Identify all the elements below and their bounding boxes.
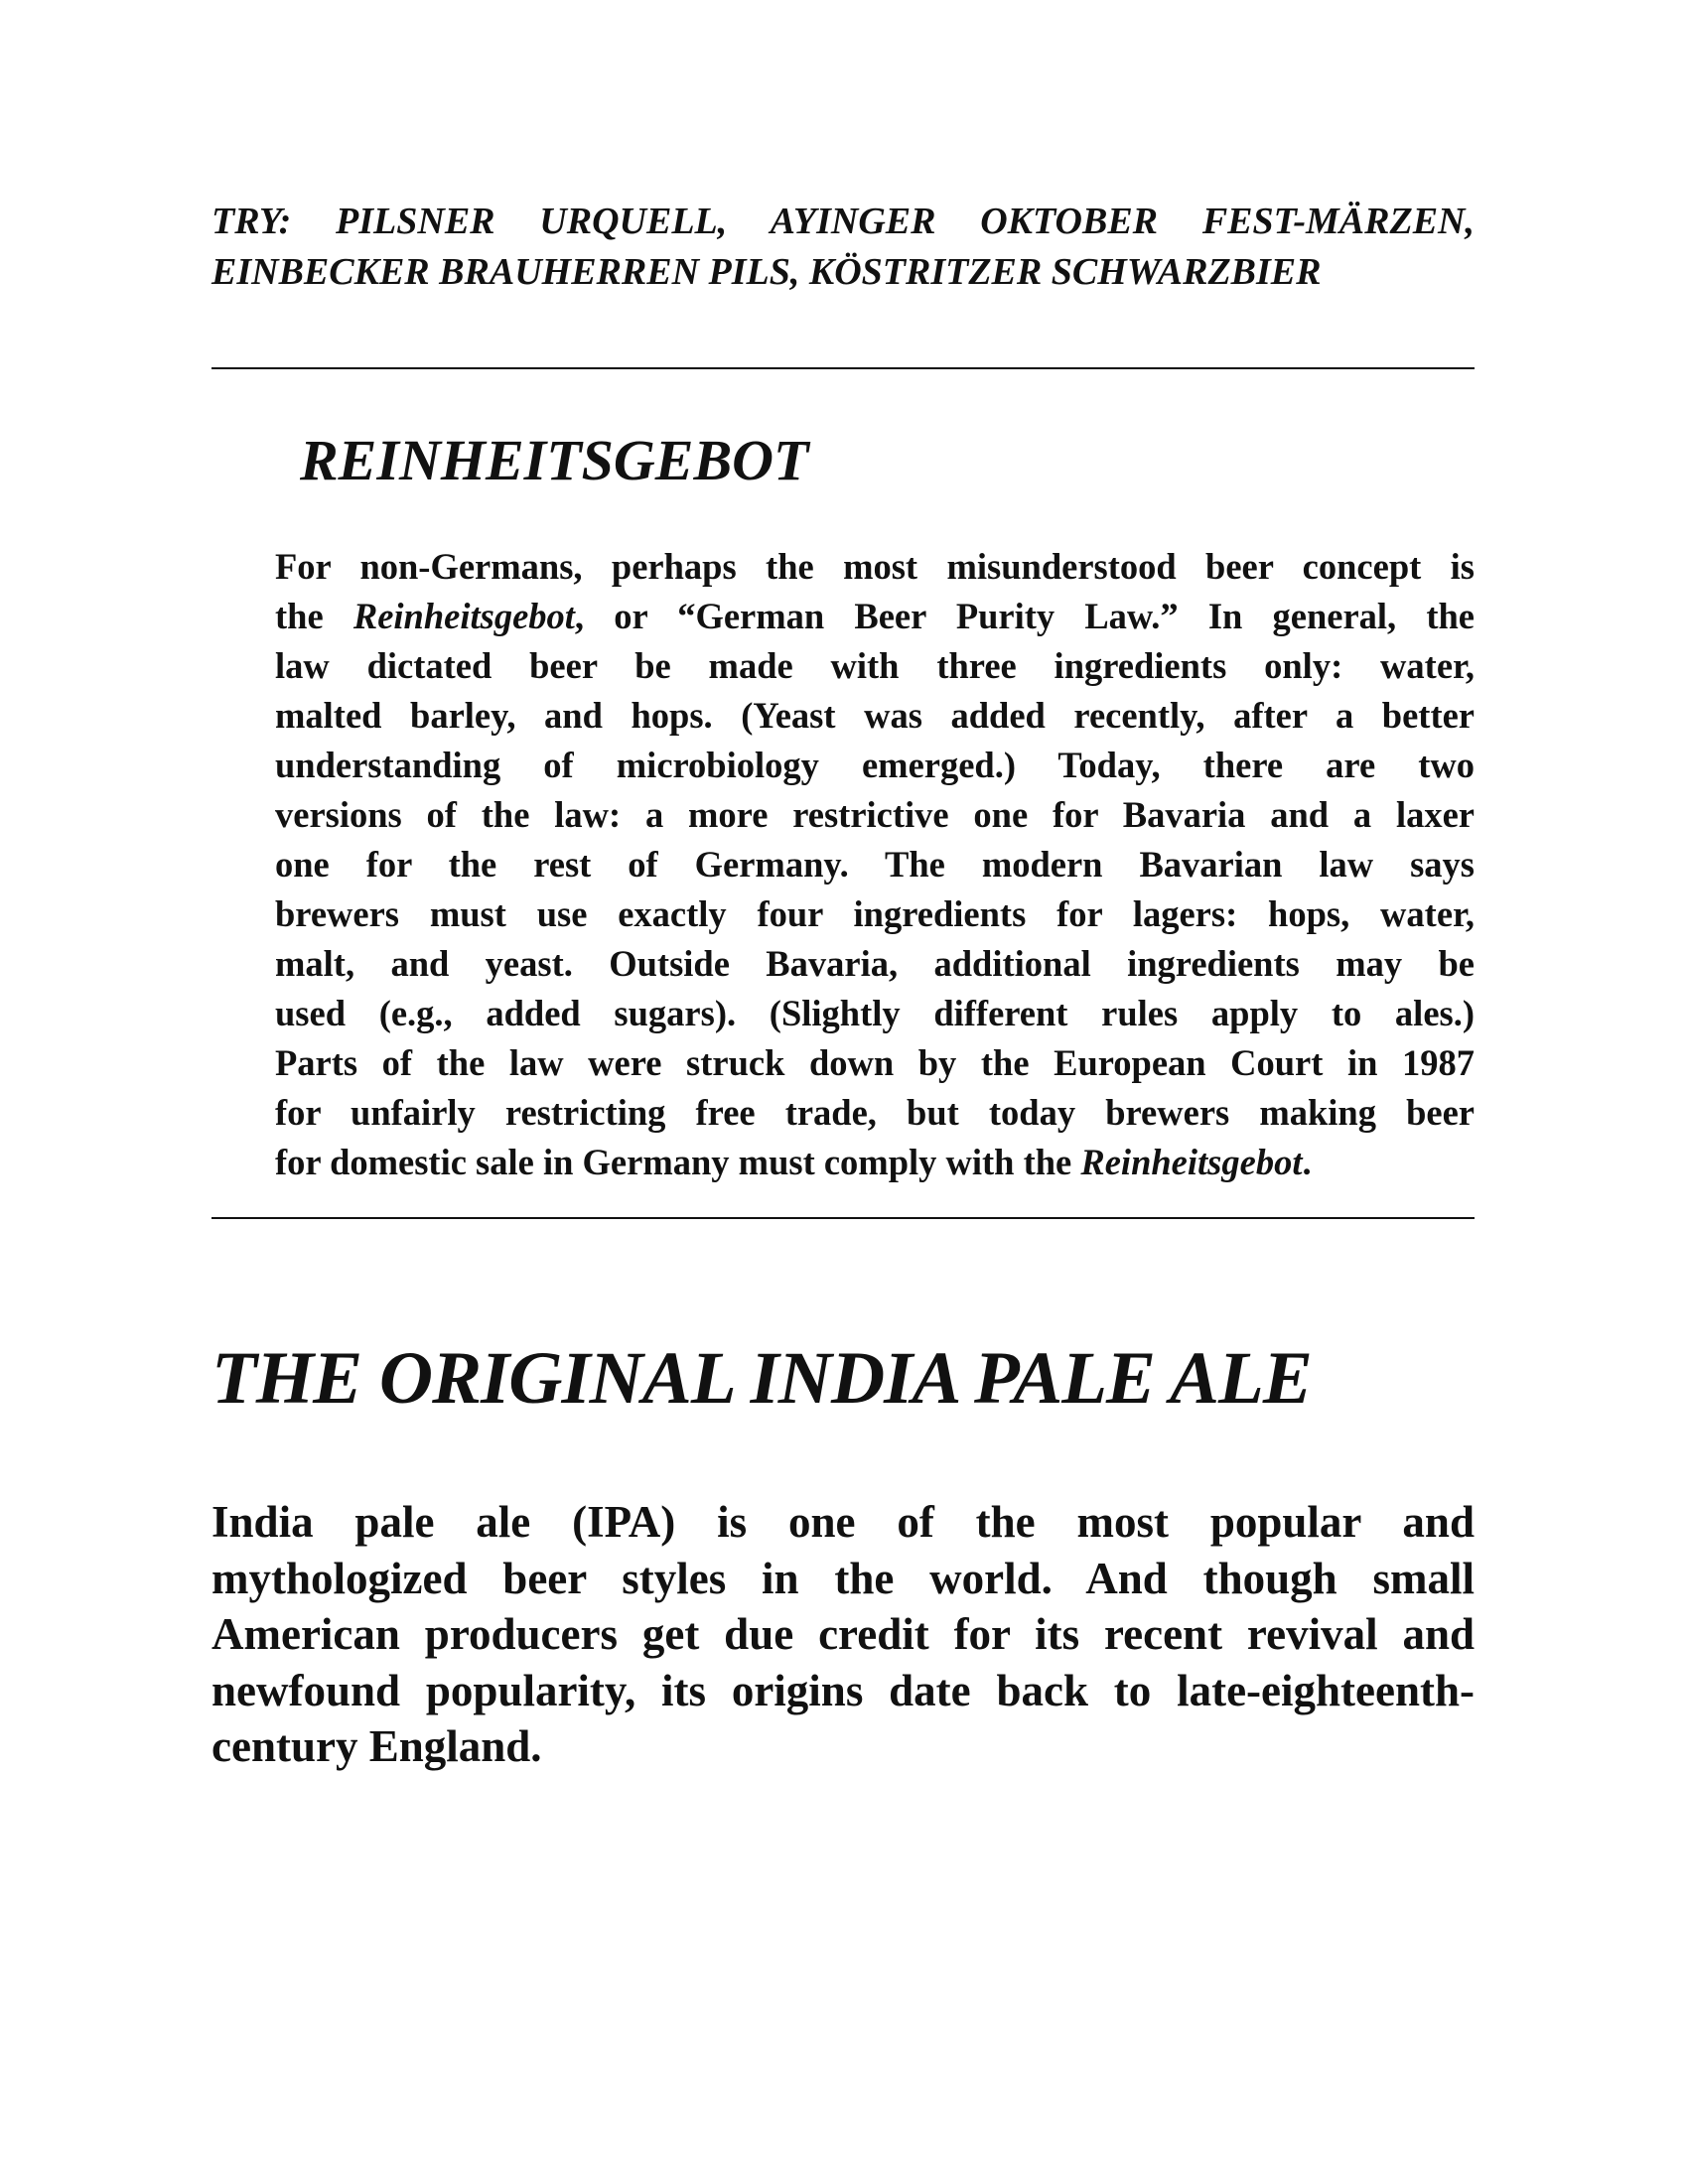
- section-heading: THE ORIGINAL INDIA PALE ALE: [211, 1337, 1312, 1420]
- sidebar-line: For non-Germans, perhaps the most misunderstood beer concept is: [275, 546, 1475, 587]
- section-body-line: mythologized beer styles in the world. And though small: [211, 1553, 1475, 1603]
- section-body-line: newfound popularity, its origins date back to late-eighteenth-: [211, 1665, 1475, 1715]
- sidebar-line: law dictated beer be made with three ingredients only: water,: [275, 645, 1475, 686]
- section-body-line: India pale ale (IPA) is one of the most popular and: [211, 1497, 1475, 1547]
- sidebar-line: for domestic sale in Germany must comply with the Reinheitsgebot.: [275, 1142, 1312, 1182]
- section-body-line: century England.: [211, 1721, 542, 1771]
- sidebar-line: malt, and yeast. Outside Bavaria, additional ingredients may be: [275, 943, 1475, 984]
- sidebar-line: versions of the law: a more restrictive one for Bavaria and a laxer: [275, 794, 1475, 835]
- sidebar-line: understanding of microbiology emerged.) Today, there are two: [275, 745, 1475, 785]
- italic-term: Reinheitsgebot: [352, 596, 575, 636]
- italic-term: Reinheitsgebot: [1080, 1142, 1303, 1182]
- sidebar-line: the Reinheitsgebot, or “German Beer Purity Law.” In general, the: [275, 596, 1476, 636]
- try-recommendations: [211, 197, 1475, 298]
- sidebar-top-rule: [211, 367, 1475, 369]
- sidebar-line: malted barley, and hops. (Yeast was added recently, after a better: [275, 695, 1475, 736]
- sidebar-body: [275, 542, 1475, 1187]
- sidebar-title: REINHEITSGEBOT: [300, 428, 809, 492]
- try-line-1: TRY: PILSNER URQUELL, AYINGER OKTOBER FEST-MÄRZEN,: [211, 201, 1475, 242]
- section-body: [211, 1494, 1475, 1775]
- sidebar-line: one for the rest of Germany. The modern Bavarian law says: [275, 844, 1475, 885]
- sidebar-line: brewers must use exactly four ingredients for lagers: hops, water,: [275, 893, 1475, 934]
- sidebar-line: used (e.g., added sugars). (Slightly different rules apply to ales.): [275, 993, 1475, 1033]
- section-body-line: American producers get due credit for its recent revival and: [211, 1609, 1475, 1659]
- sidebar-line: for unfairly restricting free trade, but today brewers making beer: [275, 1092, 1475, 1133]
- try-line-2: EINBECKER BRAUHERREN PILS, KÖSTRITZER SCHWARZBIER: [211, 251, 1322, 293]
- sidebar-line: Parts of the law were struck down by the European Court in 1987: [275, 1042, 1475, 1083]
- sidebar-bottom-rule: [211, 1217, 1475, 1219]
